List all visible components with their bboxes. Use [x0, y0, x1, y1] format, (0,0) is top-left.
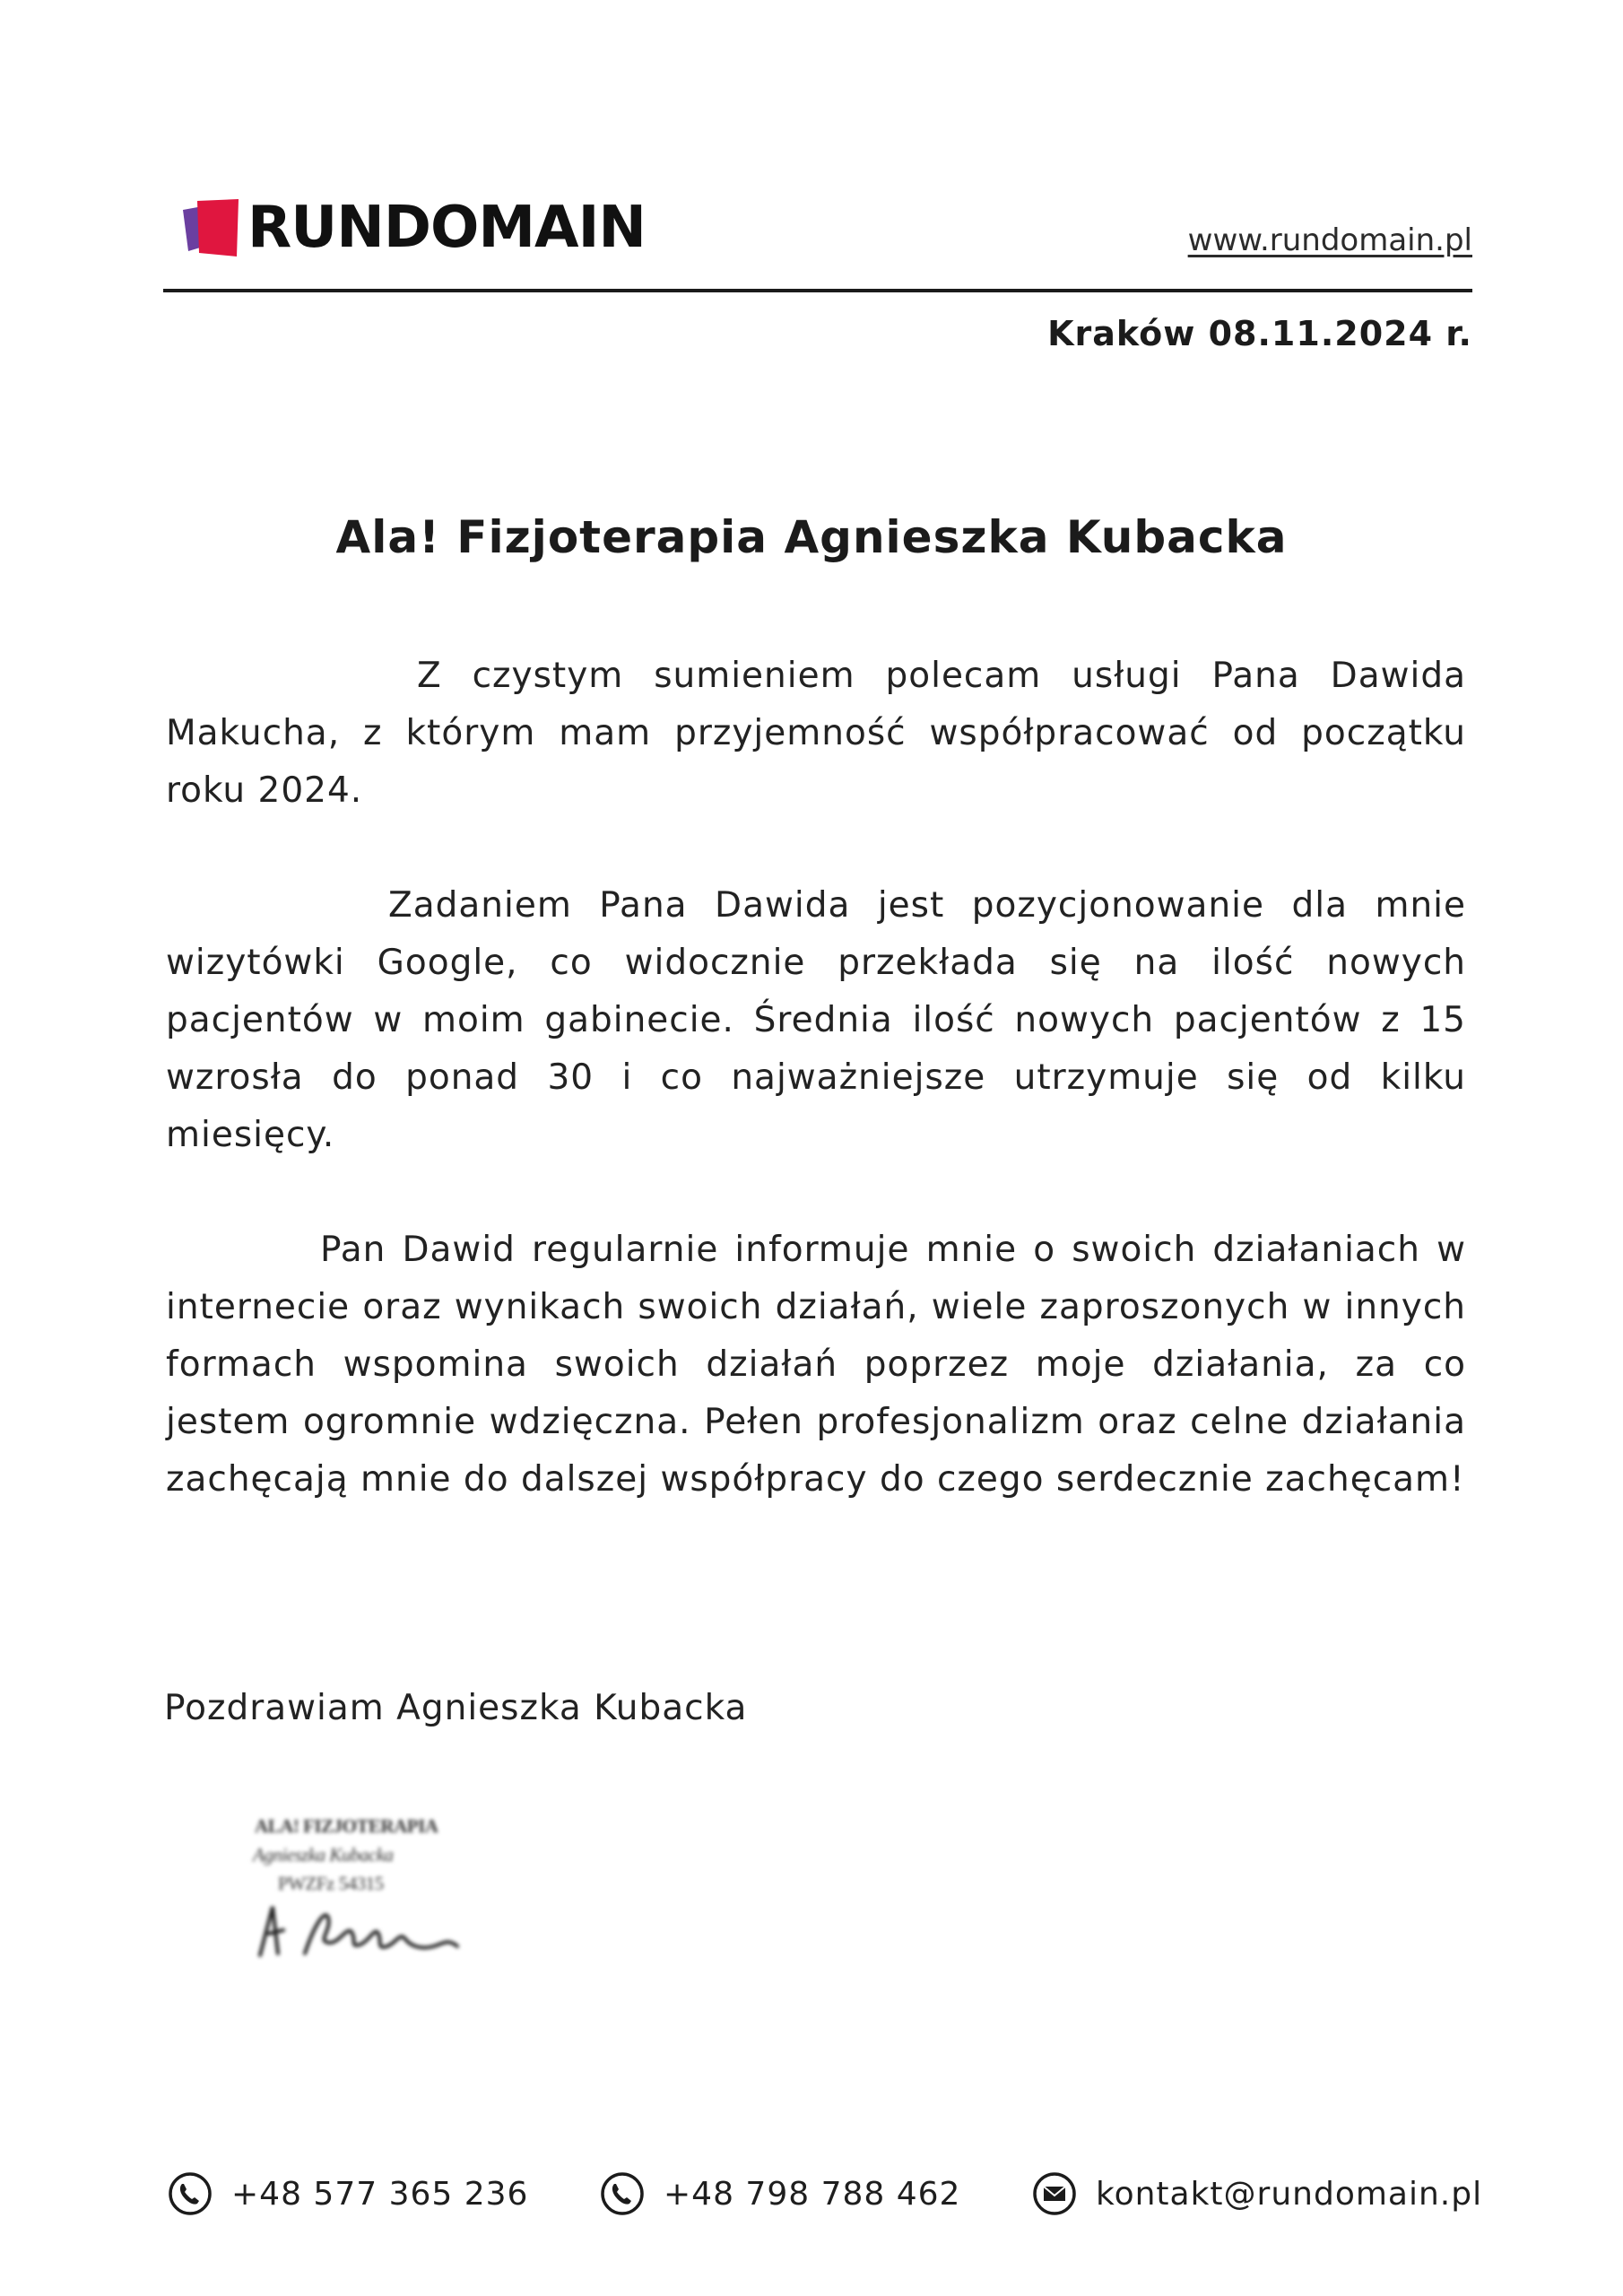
- phone-1-text: +48 577 365 236: [231, 2175, 529, 2213]
- mail-icon: [1031, 2170, 1078, 2217]
- email-text: kontakt@rundomain.pl: [1096, 2175, 1483, 2213]
- letter-title: Ala! Fizjoterapia Agnieszka Kubacka: [335, 511, 1288, 563]
- phone-icon: [167, 2170, 213, 2217]
- phone-icon: [599, 2170, 646, 2217]
- contact-email[interactable]: [1031, 2170, 1482, 2217]
- footer-contacts: [0, 2170, 1623, 2233]
- paragraph-2: Zadaniem Pana Dawida jest pozycjonowanie dla mnie wizytówki Google, co widocznie przekłada się na ilość nowych pacjentów w moim gabinecie. Średnia ilość nowych pacjentów z 15 wzrosła do ponad 30 i co najważniejsze utrzymuje się od kilku miesięcy.: [166, 885, 1466, 1155]
- contact-phone-2[interactable]: [599, 2170, 960, 2217]
- letter-date: Kraków 08.11.2024 r.: [1047, 314, 1472, 353]
- stamp-line-2: Agnieszka Kubacka: [253, 1844, 394, 1866]
- paragraph-3: Pan Dawid regularnie informuje mnie o swoich działaniach w internecie oraz wynikach swoich działań, wiele zaproszonych w innych formach wspomina swoich działań poprzez moje działania, za co jestem ogromnie wdzięczna. Pełen profesjonalizm oraz celne działania zachęcają mnie do dalszej współpracy do czego serdecznie zachęcam!: [166, 1230, 1466, 1500]
- phone-2-text: +48 798 788 462: [664, 2175, 961, 2213]
- handwritten-signature: [242, 1891, 475, 1971]
- closing-greeting: Pozdrawiam Agnieszka Kubacka: [164, 1688, 748, 1728]
- website-link[interactable]: www.rundomain.pl: [1187, 222, 1472, 258]
- paragraph-1: Z czystym sumieniem polecam usługi Pana Dawida Makucha, z którym mam przyjemność współpracować od początku roku 2024.: [166, 656, 1466, 811]
- rundomain-logo: [181, 196, 646, 260]
- header-divider: [163, 289, 1472, 292]
- stamp-and-signature: [242, 1812, 484, 1982]
- letter-body: [166, 648, 1466, 1566]
- contact-phone-1[interactable]: [167, 2170, 528, 2217]
- brand-name: RUNDOMAIN: [247, 195, 646, 261]
- logo-mark-icon: [181, 197, 242, 258]
- stamp-line-3: PWZFz 54315: [278, 1873, 384, 1894]
- stamp-line-1: ALA! FIZJOTERAPIA: [255, 1815, 438, 1837]
